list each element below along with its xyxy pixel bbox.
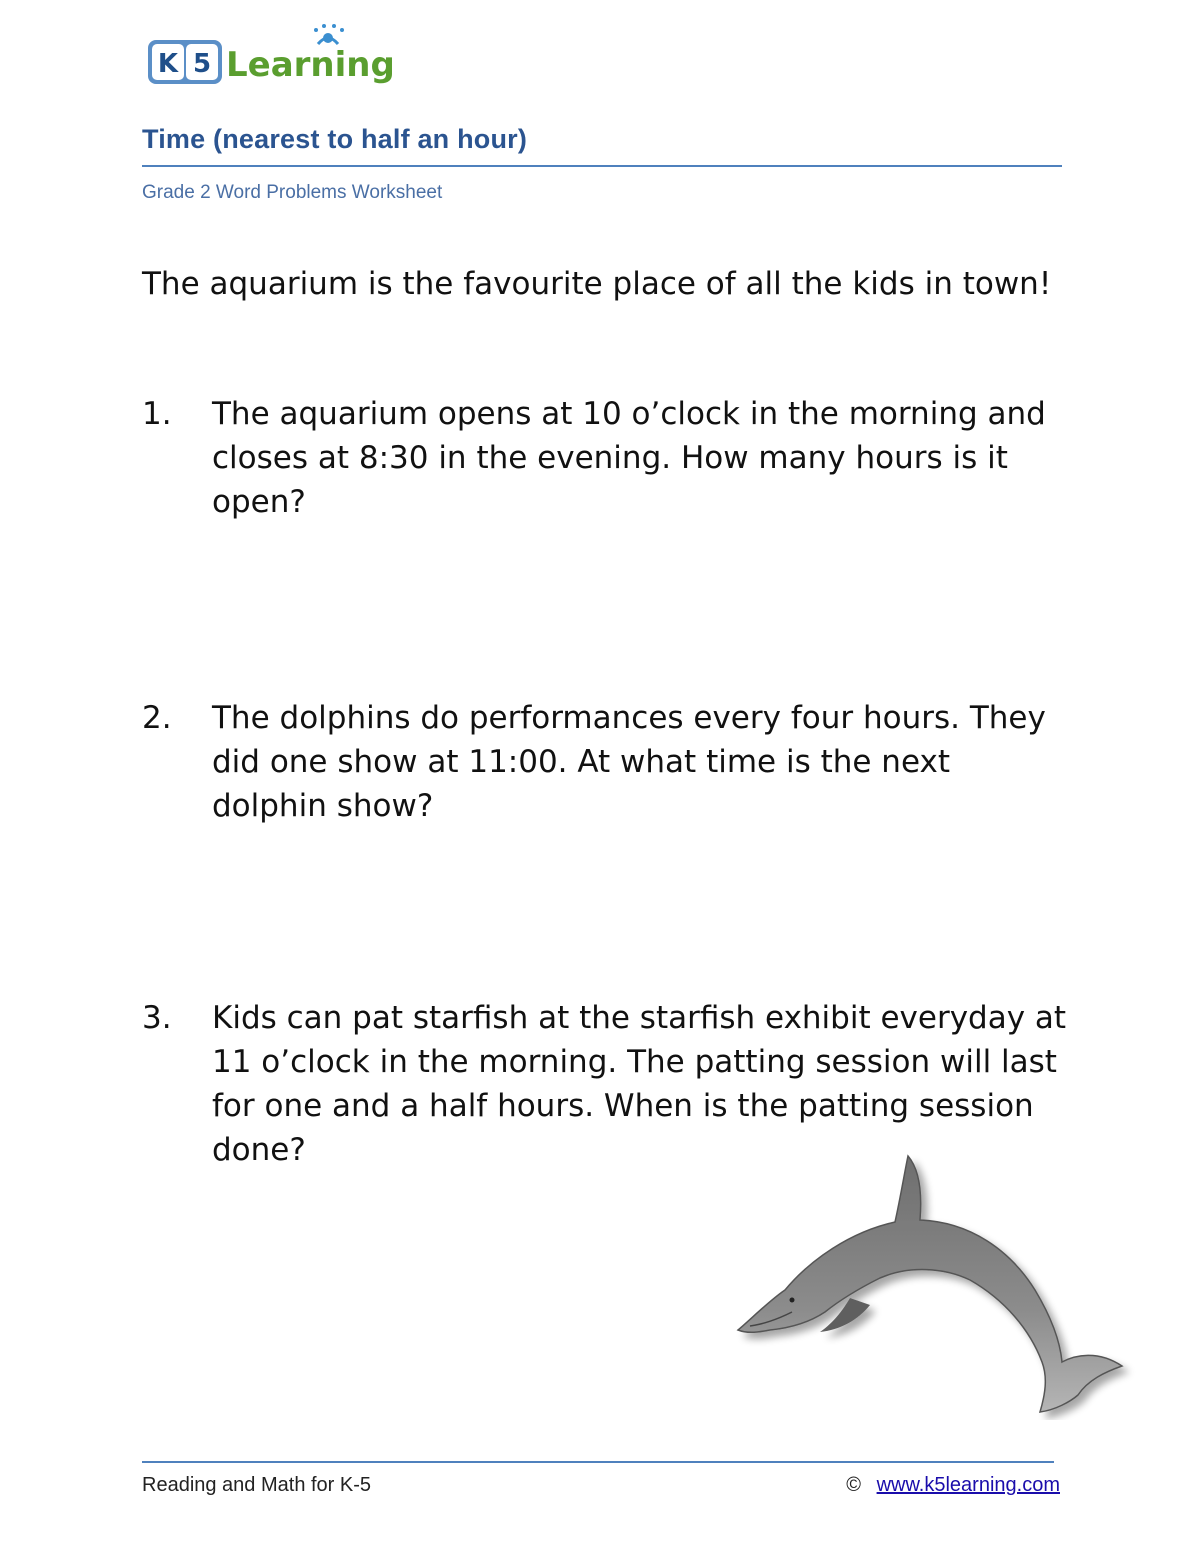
question-number: 2. bbox=[142, 700, 172, 736]
k5-learning-logo bbox=[146, 22, 398, 88]
website-link[interactable]: www.k5learning.com bbox=[876, 1474, 1060, 1496]
question-text: The dolphins do performances every four hours. They did one show at 11:00. At what time is the next dolphin show? bbox=[212, 700, 1046, 824]
footer-tagline: Reading and Math for K-5 bbox=[142, 1474, 372, 1496]
copyright-symbol: © bbox=[846, 1474, 862, 1496]
question-number: 3. bbox=[142, 1000, 172, 1036]
page-title: Time (nearest to half an hour) bbox=[142, 124, 528, 154]
question-number: 1. bbox=[142, 396, 172, 432]
question-text: Kids can pat starfish at the starfish exhibit everyday at 11 o’clock in the morning. The patting session will last for one and a half hours. When is the patting session done? bbox=[212, 1000, 1067, 1168]
page-subtitle: Grade 2 Word Problems Worksheet bbox=[142, 182, 443, 203]
footer-divider bbox=[142, 1461, 1054, 1463]
dolphin-icon bbox=[730, 1140, 1150, 1420]
svg-text:5: 5 bbox=[192, 49, 212, 79]
header-divider bbox=[142, 165, 1062, 167]
question-text: The aquarium opens at 10 o’clock in the morning and closes at 8:30 in the evening. How many hours is it open? bbox=[212, 396, 1046, 520]
svg-text:Learning: Learning bbox=[226, 45, 395, 85]
footer-copyright bbox=[846, 1474, 1060, 1497]
svg-text:K: K bbox=[157, 49, 179, 79]
intro-text: The aquarium is the favourite place of all the kids in town! bbox=[142, 266, 1052, 302]
